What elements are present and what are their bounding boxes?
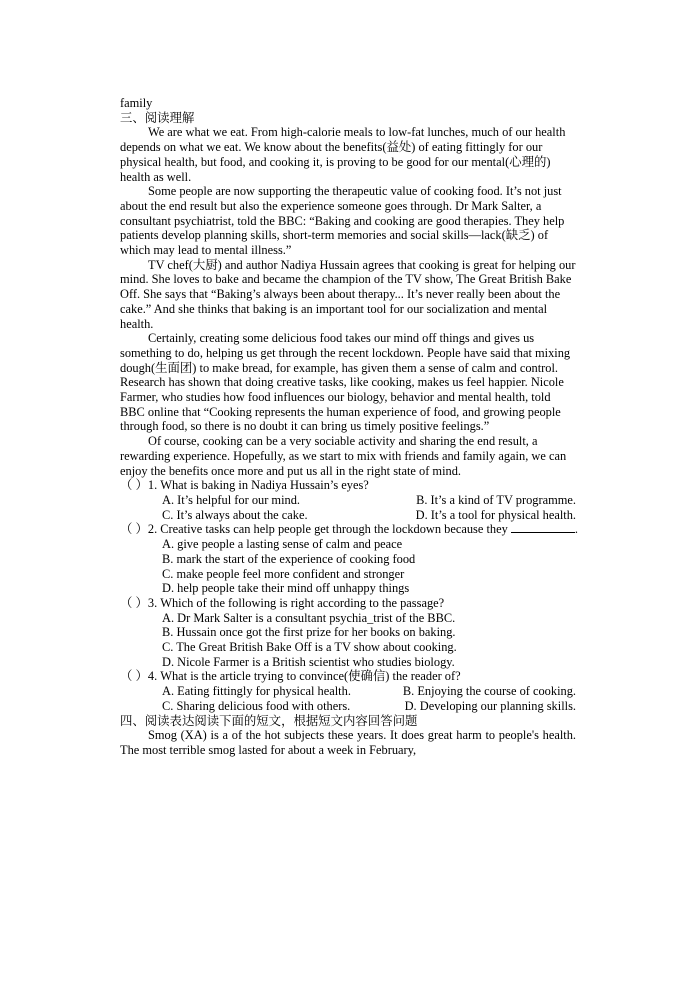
question-4-option-d: D. Developing our planning skills.: [404, 698, 576, 713]
question-1-option-a: A. It’s helpful for our mind.: [162, 492, 300, 507]
question-4-options-row-1: [120, 684, 576, 699]
question-2-stem-text: （ ）2. Creative tasks can help people get through the lockdown because they: [120, 522, 508, 537]
section-3-heading: 三、阅读理解: [120, 109, 195, 125]
question-3-option-a: A. Dr Mark Salter is a consultant psychia_trist of the BBC.: [162, 610, 456, 625]
document-body: [120, 96, 579, 758]
question-2-option-a: A. give people a lasting sense of calm and peace: [162, 537, 403, 552]
question-4-stem: （ ）4. What is the article trying to convince(使确信) the reader of?: [120, 669, 461, 684]
question-1-option-d: D. It’s a tool for physical health.: [415, 507, 576, 522]
question-3-option-d: D. Nicole Farmer is a British scientist who studies biology.: [162, 654, 455, 669]
section-4-heading: 四、阅读表达阅读下面的短文，根据短文内容回答问题: [120, 712, 418, 728]
question-2-option-d: D. help people take their mind off unhappy things: [162, 581, 410, 596]
question-2-option-c: C. make people feel more confident and stronger: [162, 566, 405, 581]
passage-paragraph-1: We are what we eat. From high-calorie meals to low-fat lunches, much of our health depends on what we eat. We know about the benefits(益处) of eating fittingly for our physical health, but food, and cooking it, is proving to be good for our mental(心理的) health as well.: [120, 125, 566, 184]
question-2-stem: （ ）2. Creative tasks can help people get through the lockdown because they .: [120, 522, 579, 537]
question-3-stem: （ ）3. Which of the following is right according to the passage?: [120, 595, 445, 610]
question-3-option-b: B. Hussain once got the first prize for her books on baking.: [162, 625, 456, 640]
question-1-options-row-2: [120, 508, 576, 523]
question-1-option-b: B. It’s a kind of TV programme.: [416, 492, 576, 507]
question-4-option-a: A. Eating fittingly for physical health.: [162, 684, 351, 699]
passage-paragraph-5: Of course, cooking can be a very sociable activity and sharing the end result, a rewarding experience. Hopefully, as we start to mix with friends and family again, we can enjoy the benefits once more and put us all in the right state of mind.: [120, 434, 567, 478]
question-3-option-c: C. The Great British Bake Off is a TV show about cooking.: [162, 640, 457, 655]
passage-paragraph-3: TV chef(大厨) and author Nadiya Hussain agrees that cooking is great for helping our mind. She loves to bake and became the champion of the TV show, The Great British Bake Off. She says that “Baking’s always been about therapy... It’s never really been about the cake.” And she thinks that baking is an important tool for our socialization and mental health.: [120, 257, 576, 331]
question-4-option-b: B. Enjoying the course of cooking.: [402, 684, 576, 699]
section-4-text: Smog (XA) is a of the hot subjects these years. It does great harm to people's health. The most terrible smog lasted for about a week in February,: [120, 728, 576, 757]
question-1-stem: （ ）1. What is baking in Nadiya Hussain’s eyes?: [120, 478, 369, 493]
question-4-option-c: C. Sharing delicious food with others.: [162, 698, 351, 713]
question-1-options-row-1: [120, 493, 576, 508]
top-word: family: [120, 96, 153, 110]
answer-blank: [511, 522, 575, 533]
passage-paragraph-2: Some people are now supporting the therapeutic value of cooking food. It’s not just about the end result but also the experience someone goes through. Dr Mark Salter, a consultant psychiatrist, told the BBC: “Baking and cooking are good therapies. They help patients develop planning skills, short-term memories and social skills—lack(缺乏) of which may lead to mental illness.”: [120, 184, 565, 258]
passage-paragraph-4: Certainly, creating some delicious food takes our mind off things and gives us something to do, helping us get through the recent lockdown. People have said that mixing dough(生面团) to make bread, for example, has given them a sense of calm and control. Research has shown that doing creative tasks, like cooking, makes us feel happier. Nicole Farmer, who studies how food influences our biology, behavior and mental health, told BBC online that “Cooking represents the human experience of food, and growing people through food, so there is no doubt it can bring us timely positive feelings.”: [120, 331, 571, 434]
question-4-options-row-2: [120, 699, 576, 714]
question-2-option-b: B. mark the start of the experience of cooking food: [162, 551, 416, 566]
question-1-option-c: C. It’s always about the cake.: [162, 507, 308, 522]
